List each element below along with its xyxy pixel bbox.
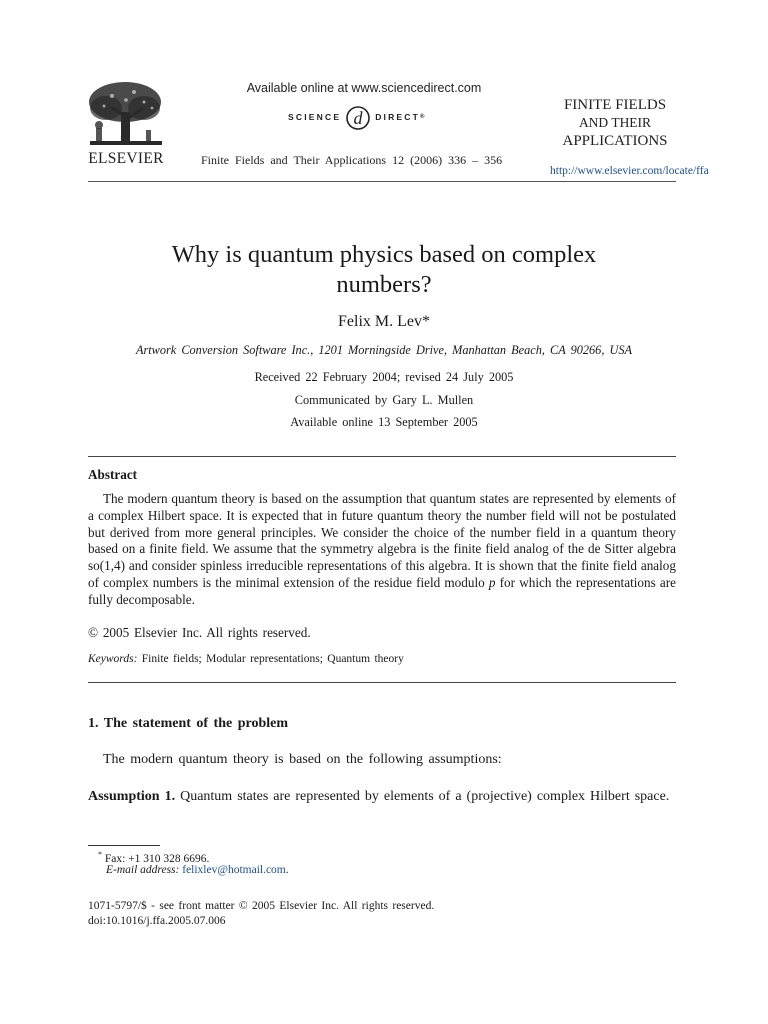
- available-online-banner[interactable]: Available online at www.sciencedirect.com: [246, 81, 482, 95]
- section-1-intro: The modern quantum theory is based on the following assumptions:: [103, 752, 502, 767]
- sciencedirect-d-glyph: d: [353, 108, 363, 128]
- paper-title-line-1: Why is quantum physics based on complex: [171, 241, 597, 268]
- journal-title-line-3: APPLICATIONS: [562, 133, 668, 149]
- sciencedirect-logo-left: SCIENCE: [288, 112, 342, 122]
- journal-title-line-2: AND THEIR: [578, 115, 652, 130]
- abstract-paragraph: [88, 491, 676, 609]
- email-end: .: [285, 864, 289, 876]
- abstract-heading: Abstract: [88, 467, 138, 482]
- paper-title: [120, 240, 648, 300]
- elsevier-tree-logo: [82, 78, 168, 150]
- author-name: Felix M. Lev*: [338, 313, 430, 330]
- footnote-rule: [88, 845, 160, 846]
- journal-citation: Finite Fields and Their Applications 12 (2006) 336 – 356: [201, 153, 503, 167]
- footnote-mark: *: [98, 850, 102, 859]
- email-label: E-mail address:: [106, 864, 180, 876]
- header-divider: [88, 181, 676, 182]
- sciencedirect-d-mark-icon: [344, 102, 372, 132]
- abstract-top-rule: [88, 456, 676, 457]
- assumption-1: [88, 788, 676, 806]
- sciencedirect-logo: [288, 100, 424, 134]
- email-address-link[interactable]: felixlev@hotmail.com: [182, 864, 286, 876]
- journal-title-block: [548, 96, 682, 150]
- keywords-label: Keywords:: [88, 653, 138, 665]
- paper-title-line-2: numbers?: [336, 271, 432, 298]
- sciencedirect-logo-right: DIRECT: [375, 112, 421, 122]
- assumption-1-text: Quantum states are represented by elements of a (projective) complex Hilbert space.: [180, 789, 670, 804]
- fax-number: Fax: +1 310 328 6696.: [104, 852, 210, 865]
- assumption-1-label: Assumption 1.: [88, 789, 176, 804]
- keywords-line: [88, 653, 404, 665]
- journal-title-line-1: FINITE FIELDS: [563, 97, 667, 113]
- journal-url-link[interactable]: http://www.elsevier.com/locate/ffa: [550, 165, 709, 177]
- publisher-logo-text: ELSEVIER: [88, 150, 164, 167]
- footnote-fax: [98, 850, 209, 865]
- author-affiliation: Artwork Conversion Software Inc., 1201 Morningside Drive, Manhattan Beach, CA 90266, USA: [135, 343, 633, 357]
- abstract-text-part-1: The modern quantum theory is based on the assumption that quantum states are represented by elements of a complex Hilbert space. It is expected that in future quantum theory the number field will not be postulated but derived from more general principles. We consider the choice of the number field in a quantum theory based on a finite field. We assume that the symmetry algebra is the finite field analog of the de Sitter algebra so(1,4) and consider spinless irreducible representations of this algebra. It is shown that the finite field analog of complex numbers is the minimal extension of the residue field modulo: [88, 491, 676, 590]
- issn-front-matter: 1071-5797/$ - see front matter © 2005 Elsevier Inc. All rights reserved.: [88, 900, 435, 912]
- abstract-copyright: © 2005 Elsevier Inc. All rights reserved.: [88, 625, 311, 640]
- abstract-variable-p: p: [488, 574, 496, 590]
- footnote-email: [106, 864, 289, 876]
- article-history: [184, 370, 584, 438]
- section-1-heading: 1. The statement of the problem: [88, 716, 289, 731]
- abstract-body: [88, 491, 676, 609]
- received-dates: Received 22 February 2004; revised 24 July 2005: [254, 370, 514, 384]
- available-online-date: Available online 13 September 2005: [290, 415, 478, 429]
- abstract-bottom-rule: [88, 682, 676, 683]
- doi-line: doi:10.1016/j.ffa.2005.07.006: [88, 915, 226, 927]
- keywords-list: Finite fields; Modular representations; Quantum theory: [141, 653, 404, 665]
- communicated-by: Communicated by Gary L. Mullen: [294, 392, 474, 407]
- registered-mark: ®: [420, 114, 425, 120]
- abstract-text-part-2: for which the representations are fully decomposable.: [88, 574, 676, 607]
